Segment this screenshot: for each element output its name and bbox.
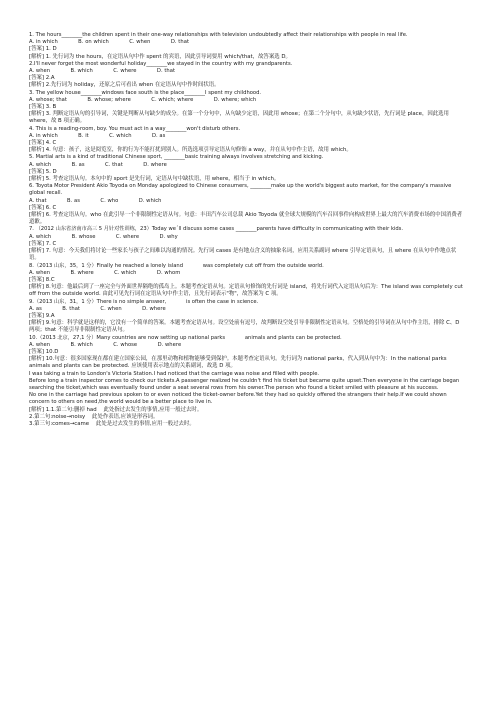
options-1: A. in which B. on which C. when D. that xyxy=(29,39,190,46)
analysis-8: [解析] 8.句意：他最后到了一座完全与外面世界隔绝的孤岛上。本题考查定语从句。定语从句修饰的先行词是 island，将先行词代入定语从句后为：The island was completely cut off from the outside world. 由此可见先行词在定语从句中作主语，且先行词表示"物"，故答案为 C 项。 xyxy=(29,284,465,298)
question-10: 10.（2013 北京，27,1 分）Many countries are now setting up national parks animals and plants can be protected. xyxy=(29,334,342,341)
question-5: 5. Martial arts is a kind of traditional Chinese sport, ________basic training always involves stretching and kicking. xyxy=(29,154,324,161)
analysis-4: [解析] 4. 句意：孩子，这是阅览室，你的行为不能打扰到别人。所选选项引导定语从句修饰 a way，并在从句中作主语，故用 which。 xyxy=(29,147,352,154)
analysis-5: [解析] 5. 考查定语从句。本句中的 sport 是先行词，定语从句中缺状语，用 where，相当于 in which。 xyxy=(29,176,280,183)
question-4: 4. This is a reading-room, boy. You must act in a way________won't disturb others. xyxy=(29,125,241,132)
answer-6: [答案] 6. C xyxy=(29,204,57,211)
analysis-1: [解析] 1. 先行词为 the hours，在定语从句中作 spent 的宾语，因此引导词要用 which/that，故答案选 D。 xyxy=(29,53,291,60)
answer-3: [答案] 3. B xyxy=(29,104,57,111)
analysis-10: [解析] 10.句意：很多国家现在都在建立国家公园，在那里动物和植物能够受到保护。本题考查定语从句。先行词为 national parks，代入到从句中为：In the national parks animals and plants can be protected. 应该使用表示地点的关系副词，故选 D 项。 xyxy=(29,356,449,370)
analysis-2: [解析] 2.先行词为 holiday，还原之后可看出 when 在定语从句中作时间状语。 xyxy=(29,82,220,89)
options-8: A. when B. where C. which D. whom xyxy=(29,269,181,276)
analysis-7: [解析] 7. 句意：今天我们将讨论一些家长与孩子之间难以沟通的情况。先行词 cases 是有地点含义的抽象名词，应用关系副词 where 引导定语从句，且 where 在从句中作地点状语。 xyxy=(29,248,457,262)
question-1: 1. The hours________the children spent in their one-way relationships with television undoubtedly affect their relationships with people in real life. xyxy=(29,32,408,38)
question-9: 9.（2013 山东，31，1 分）There is no simple answer, is often the case in science. xyxy=(29,298,259,305)
correction-1: [解析] 1.1.第二句:删掉 had 此处指过去发生的事情,应用一般过去时。 xyxy=(29,406,203,413)
answer-10: [答案] 10.D xyxy=(29,348,59,355)
analysis-6: [解析] 6. 考查定语从句。who 在此引导一个非限制性定语从句。句意：丰田汽车公司总裁 Akio Toyoda 就全球大规模的汽车召回事件向构成世界上最大的汽车消费市场的中国消费者道歉。 xyxy=(29,212,463,226)
question-8: 8.（2013 山东，35，1 分）Finally he reached a lonely island was completely cut off from the outside world. xyxy=(29,262,324,269)
options-10: A. when B. which C. whose D. where xyxy=(29,341,182,348)
answer-4: [答案] 4. C xyxy=(29,140,57,147)
passage-paragraph-2: Before long a train inspector comes to check our tickets.A passenger realized he couldn't find his ticket but became quite upset.Then everyone in the carriage began searching the ticket,which was eventually found under a seat several rows from his owner.The person who found a ticket smiled with pleasure at his success. xyxy=(29,377,461,391)
question-2: 2.I'll never forget the most wonderful holiday________we stayed in the country with my grandparents. xyxy=(29,60,293,67)
options-5: A. which B. as C. that D. where xyxy=(29,161,167,168)
answer-9: [答案] 9.A xyxy=(29,312,55,319)
analysis-9: [解析] 9.句意：科学就是这样的，它没有一个简单的答案。本题考查定语从句。设空处前有逗号，故判断设空处引导非限制性定语从句。空格处的引导词在从句中作主语，排除 C、D 两项；that 不能引导非限制性定语从句。 xyxy=(29,320,462,334)
options-9: A. as B. that C. when D. where xyxy=(29,305,166,312)
options-4: A. in which B. it C. which D. as xyxy=(29,132,166,139)
answer-8: [答案] 8.C xyxy=(29,276,55,283)
question-7: 7. （2012 山东省济南市高三 5 月针对性训练，23）Today we´ll discuss some cases ________parents have difficulty in communicating with their kids. xyxy=(29,226,404,233)
passage-paragraph-1: I was taking a train to London's Victoria Station.I had noticed that the carriage was noise and filled with people. xyxy=(29,370,320,377)
answer-5: [答案] 5. D xyxy=(29,168,57,175)
options-3: A. whose; that B. whose; where C. which; where D. where; which xyxy=(29,96,257,103)
answer-7: [答案] 7. C xyxy=(29,240,57,247)
question-3: 3. The yellow house________windows face south is the place________I spent my childhood. xyxy=(29,89,262,96)
passage-paragraph-3: No one in the carriage had previous spoken to or even noticed the ticket-owner before.Yet they had so quickly offered the strangers their help.If we could shown concern to others on need,the world would be a better place to live in. xyxy=(29,392,449,406)
correction-2: 2.第二句:noise→noisy 此处作表语,应该是形容词。 xyxy=(29,413,159,420)
answer-2: [答案] 2.A xyxy=(29,75,55,82)
question-6: 6. Toyota Motor President Akio Toyoda on Monday apologized to Chinese consumers, ________make up the world's biggest auto market, for the company's massive global recall. xyxy=(29,183,453,197)
options-6: A. that B. as C. who D. which xyxy=(29,197,162,204)
options-2: A. when B. which C. where D. that xyxy=(29,68,176,75)
answer-1: [答案] 1. D xyxy=(29,46,57,53)
correction-3: 3.第三句:comes→came 此处是过去发生的事情,应用一般过去时。 xyxy=(29,420,195,427)
options-7: A. which B. whose C. where D. why xyxy=(29,233,178,240)
analysis-3: [解析] 3. 判断定语从句的引导词，关键是判断从句缺少的成分。在第一个分句中，从句缺少定语，因此用 whose；在第二个分句中，从句缺少状语，先行词是 place，因此选用 where，故 B 项正确。 xyxy=(29,111,451,125)
